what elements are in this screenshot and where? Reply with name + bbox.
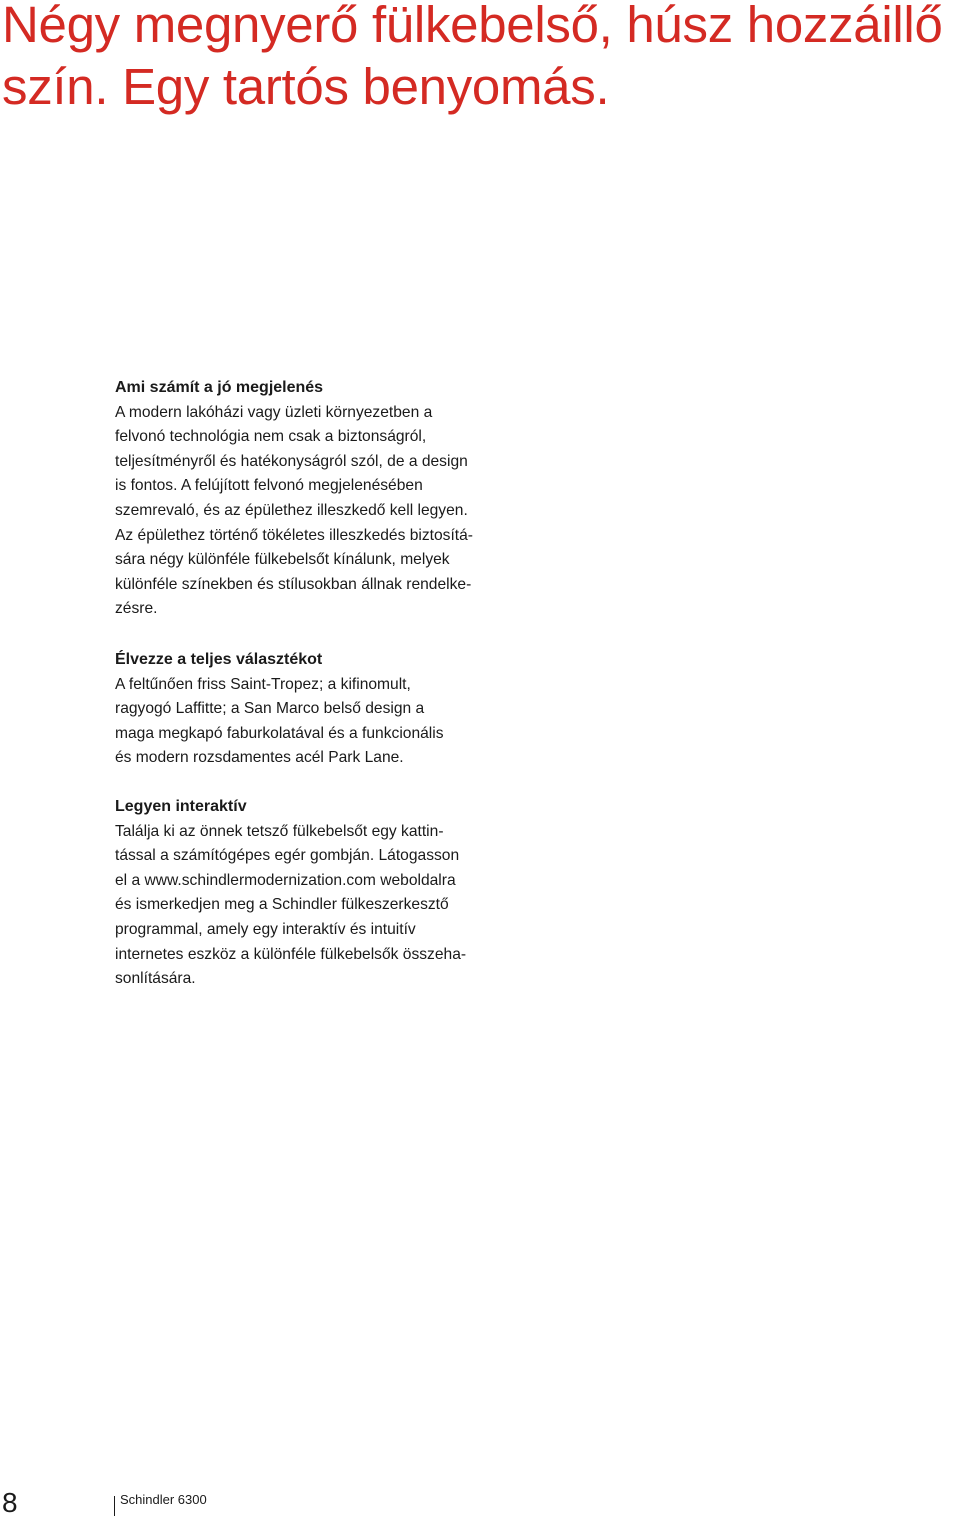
section-heading: Legyen interaktív bbox=[115, 798, 247, 815]
body-line: Találja ki az önnek tetsző fülkebelsőt egy kattin- bbox=[115, 822, 444, 840]
body-line: ragyogó Laffitte; a San Marco belső design a bbox=[115, 700, 425, 718]
body-line: el a www.schindlermodernization.com weboldalra bbox=[115, 871, 456, 889]
section-body bbox=[115, 673, 505, 771]
body-line: Az épülethez történő tökéletes illeszkedés biztosítá- bbox=[115, 526, 473, 544]
section-body bbox=[115, 401, 505, 622]
body-line: is fontos. A felújított felvonó megjelenésében bbox=[115, 477, 423, 495]
section-interactive bbox=[115, 795, 505, 992]
body-line: és modern rozsdamentes acél Park Lane. bbox=[115, 749, 404, 767]
body-line: és ismerkedjen meg a Schindler fülkeszerkesztő bbox=[115, 896, 449, 914]
footer-brand: Schindler 6300 bbox=[120, 1492, 207, 1507]
page-number: 8 bbox=[2, 1487, 18, 1518]
page-title-line-2: szín. Egy tartós benyomás. bbox=[2, 58, 610, 115]
body-line: A modern lakóházi vagy üzleti környezetben a bbox=[115, 403, 433, 421]
body-line: sonlítására. bbox=[115, 970, 196, 988]
page-title-line-1: Négy megnyerő fülkebelső, húsz hozzáillő bbox=[2, 0, 943, 53]
section-body bbox=[115, 820, 505, 992]
body-line: internetes eszköz a különféle fülkebelsők összeha- bbox=[115, 945, 467, 963]
body-line: sára négy különféle fülkebelsőt kínálunk, melyek bbox=[115, 551, 450, 569]
page-title bbox=[2, 0, 958, 118]
body-line: programmal, amely egy interaktív és intuitív bbox=[115, 920, 416, 938]
body-line: különféle színekben és stílusokban állnak rendelke- bbox=[115, 575, 472, 593]
section-heading: Élvezze a teljes választékot bbox=[115, 651, 323, 668]
body-line: teljesítményről és hatékonyságról szól, de a design bbox=[115, 452, 468, 470]
body-line: A feltűnően friss Saint-Tropez; a kifinomult, bbox=[115, 675, 411, 693]
body-line: szemrevaló, és az épülethez illeszkedő kell legyen. bbox=[115, 501, 468, 519]
footer-divider bbox=[114, 1496, 115, 1516]
body-line: maga megkapó faburkolatával és a funkcionális bbox=[115, 724, 444, 742]
section-heading: Ami számít a jó megjelenés bbox=[115, 379, 324, 396]
body-line: felvonó technológia nem csak a biztonságról, bbox=[115, 428, 427, 446]
body-line: tással a számítógépes egér gombján. Látogasson bbox=[115, 847, 460, 865]
section-selection bbox=[115, 648, 505, 771]
section-appearance bbox=[115, 376, 505, 622]
body-line: zésre. bbox=[115, 600, 158, 618]
